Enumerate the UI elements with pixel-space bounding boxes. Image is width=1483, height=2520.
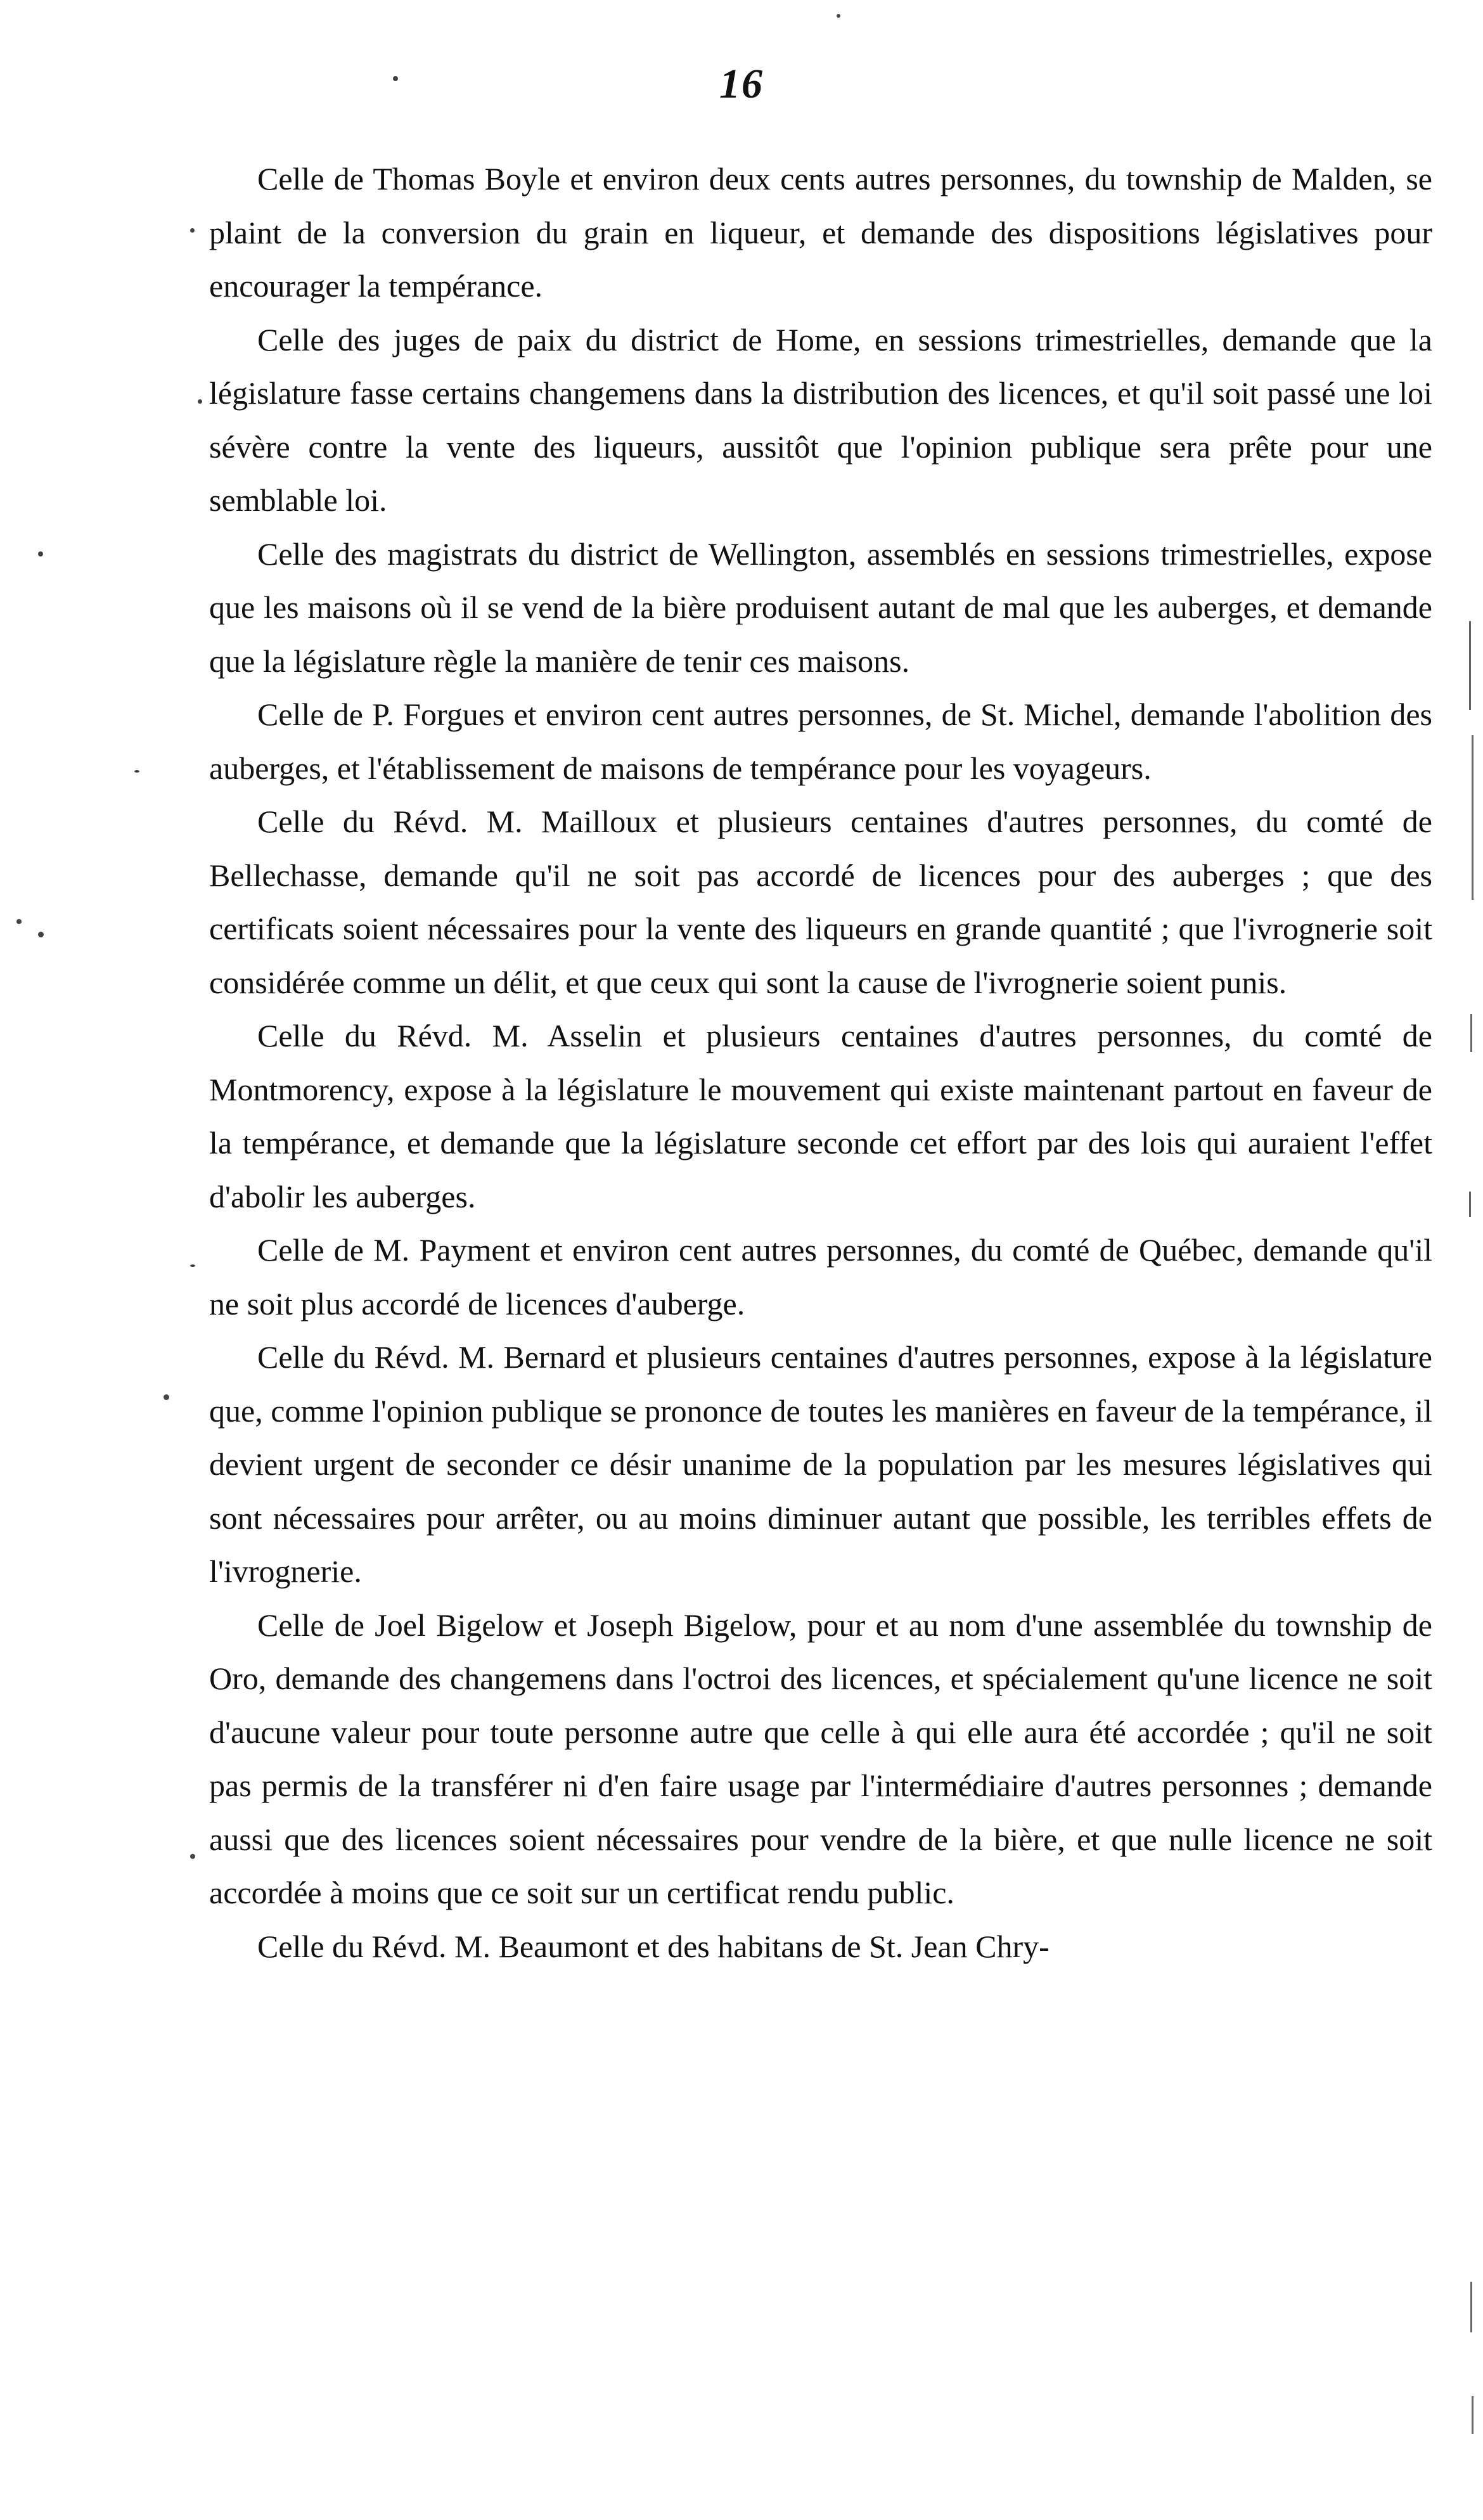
paragraph-boyle-malden: Celle de Thomas Boyle et environ deux cents autres personnes, du township de Malden, se plaint de la conversion du grain en liqueur, et demande des dispositions législatives pour encourager la tempérance. bbox=[209, 161, 1432, 304]
scan-speck bbox=[16, 919, 22, 924]
paragraph-bernard: Celle du Révd. M. Bernard et plusieurs centaines d'autres personnes, expose à la législature que, comme l'opinion publique se prononce de toutes les manières en faveur de la tempérance, il devient urgent de seconder ce désir unanime de la population par les mesures législatives qui sont nécessaires pour arrêter, ou au moins diminuer autant que possible, les terribles effets de l'ivrognerie. bbox=[209, 1339, 1432, 1589]
paragraph-asselin-montmorency: Celle du Révd. M. Asselin et plusieurs centaines d'autres personnes, du comté de Montmorency, expose à la législature le mouvement qui existe maintenant partout en faveur de la tempérance, et demande que la législature seconde cet effort par des lois qui auraient l'effet d'abolir les auberges. bbox=[209, 1018, 1432, 1214]
paragraph-juges-home: Celle des juges de paix du district de Home, en sessions trimestrielles, demande que la législature fasse certains changemens dans la distribution des licences, et qu'il soit passé une loi sévère contre la vente des liqueurs, aussitôt que l'opinion publique sera prête pour une semblable loi. bbox=[209, 321, 1432, 518]
scan-edge-mark bbox=[1469, 621, 1471, 710]
scan-speck bbox=[190, 1264, 195, 1267]
scan-speck bbox=[393, 76, 398, 81]
scan-speck bbox=[38, 551, 43, 556]
scan-edge-mark bbox=[1472, 2396, 1473, 2434]
paragraph-mailloux-bellechasse: Celle du Révd. M. Mailloux et plusieurs centaines d'autres personnes, du comté de Bellechasse, demande qu'il ne soit pas accordé de licences pour des auberges ; que des certificats soient nécessaires pour la vente des liqueurs en grande quantité ; que l'ivrognerie soit considérée comme un délit, et que ceux qui sont la cause de l'ivrognerie soient punis. bbox=[209, 804, 1432, 1000]
paragraph-bigelow-oro: Celle de Joel Bigelow et Joseph Bigelow, pour et au nom d'une assemblée du township de Oro, demande des changemens dans l'octroi des licences, et spécialement qu'une licence ne soit d'aucune valeur pour toute personne autre que celle à qui elle aura été accordée ; qu'il ne soit pas permis de la transférer ni d'en faire usage par l'intermédiaire d'autres personnes ; demande aussi que des licences soient nécessaires pour vendre de la bière, et que nulle licence ne soit accordée à moins que ce soit sur un certificat rendu public. bbox=[209, 1607, 1432, 1910]
paragraph-forgues-st-michel: Celle de P. Forgues et environ cent autres personnes, de St. Michel, demande l'abolition des auberges, et l'établissement de maisons de tempérance pour les voyageurs. bbox=[209, 697, 1432, 786]
paragraph-payment-quebec: Celle de M. Payment et environ cent autres personnes, du comté de Québec, demande qu'il ne soit plus accordé de licences d'auberge. bbox=[209, 1232, 1432, 1321]
scan-speck bbox=[198, 399, 202, 404]
scan-speck bbox=[134, 770, 139, 773]
scan-edge-mark bbox=[1470, 1014, 1472, 1052]
paragraph-beaumont-st-jean: Celle du Révd. M. Beaumont et des habitans de St. Jean Chry- bbox=[257, 1928, 1050, 1964]
scan-speck bbox=[38, 932, 44, 937]
scan-speck bbox=[190, 1854, 195, 1859]
scan-speck bbox=[837, 14, 840, 18]
scan-edge-mark bbox=[1470, 2282, 1472, 2332]
page-number: 16 bbox=[719, 61, 764, 107]
paragraph-magistrats-wellington: Celle des magistrats du district de Wellington, assemblés en sessions trimestrielles, expose que les maisons où il se vend de la bière produisent autant de mal que les auberges, et demande que la législature règle la manière de tenir ces maisons. bbox=[209, 536, 1432, 679]
scan-speck bbox=[164, 1394, 169, 1400]
scan-edge-mark bbox=[1472, 735, 1473, 900]
petitions-text bbox=[209, 152, 1432, 1973]
scan-speck bbox=[190, 228, 195, 233]
scan-edge-mark bbox=[1469, 1192, 1471, 1217]
